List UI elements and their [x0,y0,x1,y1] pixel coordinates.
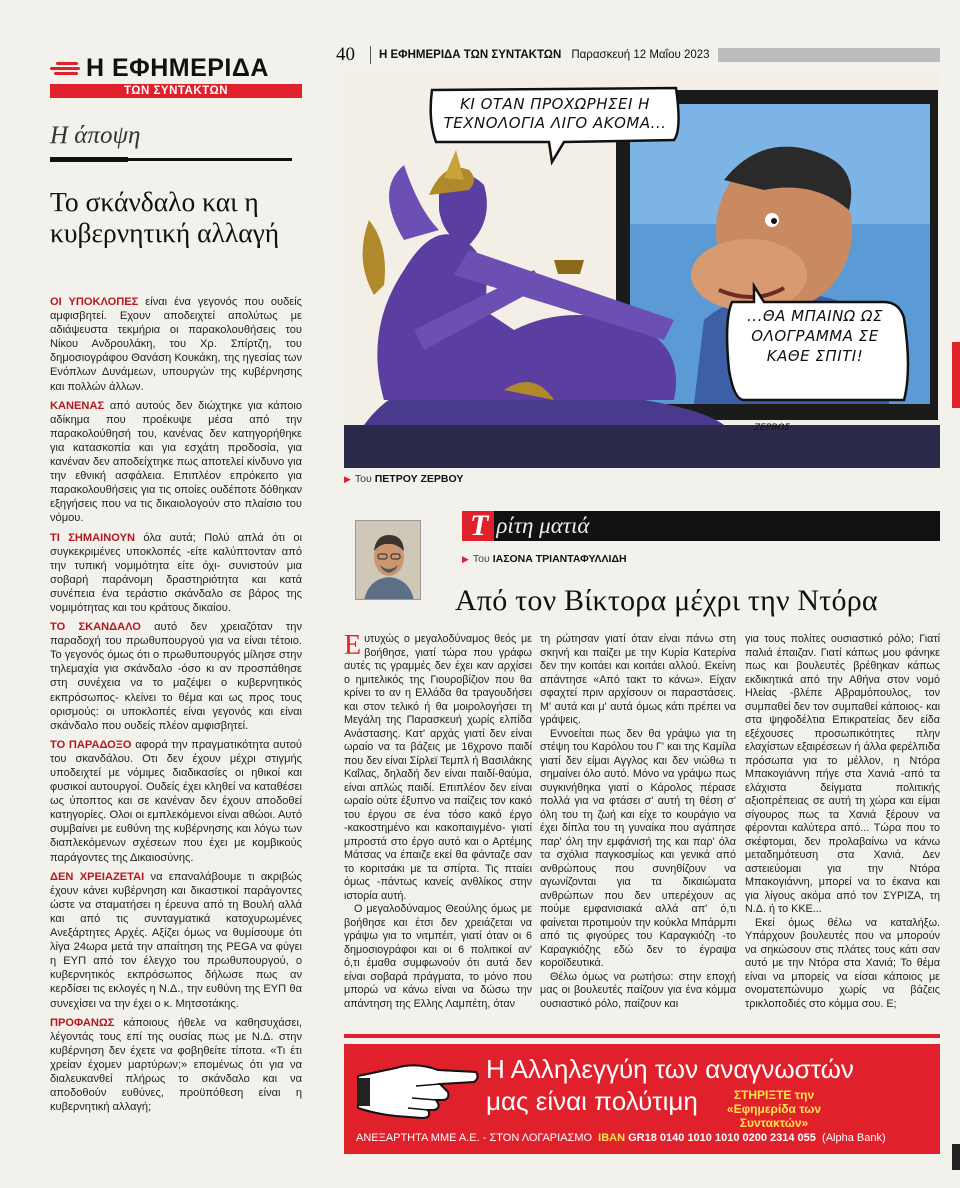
page-number: 40 [336,44,355,65]
header-separator [370,46,371,64]
section-rule [50,158,292,161]
page-edge-marker [952,342,960,408]
ad-title: Η Αλληλεγγύη των αναγνωστών [486,1054,854,1084]
editorial-paragraph: ΟΙ ΥΠΟΚΛΟΠΕΣ είναι ένα γεγονός που ουδείς αμφισβητεί. Εχουν αποδειχτεί απολύτως με αδιάψευστα τεκμήρια οι παρακολουθήσεις του Νίκου Ανδρουλάκη, του Χρ. Σπίρτζη, του δημοσιογράφου Θανάση Κουκάκη, της ηγεσίας των Ενόπλων Δυνάμεων, υπουργών της κυβέρνησης και πολλών άλλων. [50,296,303,393]
column-byline: ▶ Του ΙΑΣΟΝΑ ΤΡΙΑΝΤΑΦΥΛΛΙΔΗ [462,553,627,565]
column-paragraph: Εννοείται πως δεν θα γράψω για τη στέψη του Καρόλου του Γ' και της Καμίλα γιατί δεν είμαι Αγγλος και δεν νιώθω τι σημαίνει όλο αυτό. Μόνο να γράψω πως συγκινήθηκα γιατί ο Κάρολος πέρασε πολλά για να φτάσει σ' αυτή τη θέση σ' όλη του τη ζωή και είχε το κουράγιο να έχει δίπλα του τη γυναίκα που αγάπησε παρ' όλη την εμφάνισή της και παρ' όλα τα σχόλια παγκοσμίως και γενικά από ανθρώπους που συνηθίζουν να αγωνίζονται για τα δικαιώματα ανθρώπων που δεν υπερέχουν ας πούμε εμφανισιακά αλλά απ' ό,τι φαίνεται προτιμούν την κούκλα Μπάρμπι από τις φιγούρες του Καραγκιόζη -το Καραγκιόζης εδώ δεν το έγραψα κοροϊδευτικά. [540,727,736,969]
triangle-right-icon: ▶ [462,554,469,564]
column-paragraph: Ευτυχώς ο μεγαλοδύναμος θεός με βοήθησε, γιατί τώρα που γράφω αυτές τις γραμμές δεν έχει καν αρχίσει ο ημιτελικός της Γιουροβίζιον που θα κρίνει το αν η Ελλάδα θα τραγουδήσει και στον τελικό ή θα μοιρολογήσει τη Μεγάλη της Παρασκευή χωρίς ελπίδα Ανάστασης. Κατ' αρχάς γιατί δεν είναι ωραίο να τα βάζεις με 16χρονο παιδί που δεν είναι Σίρλεϊ Τεμπλ ή Βασιλάκης Καΐλας, δηλαδή δεν είναι παιδί-θαύμα, είναι απλώς παιδί. Επιπλέον δεν είναι ωραίο ούτε έξυπνο να παίζεις τον κακό του έργου σε ένα τόσο κακό έργο -κακοστημένο και κακοπαιγμένο- γιατί μπροστά στο έργο αυτό και ο Αρτέμης Μάτσας να έπαιζε εκεί θα φάνταζε σαν το κοριτσάκι με τα σπίρτα. Τις πταίει όμως -πάντως κανείς ανθλίκος στην ιστορία αυτή. [344,630,532,902]
column-paragraph: Εκεί όμως θέλω να καταλήξω. Υπάρχουν βουλευτές που να μπορούν να σηκώσουν στις πλάτες τους κάτι σαν αυτό με την Ντόρα στα Χανιά; Το θέμα είναι να μπορείς να είσαι κάποιος με ονοματεπώνυμο χωρίς να βάζεις τρικλοποδιές στο κόμμα σου. Ε; [745,916,940,1010]
author-portrait-icon [356,521,421,600]
editorial-paragraph: ΔΕΝ ΧΡΕΙΑΖΕΤΑΙ να επαναλάβουμε τι ακριβώς έχουν κάνει κυβέρνηση και δικαστικοί παράγοντες ώστε να σταματήσει η έρευνα από τη Βουλή αλλά και από τις συνταγματικά κατοχυρωμένες Ανεξάρτητες Αρχές. Αξίζει όμως να θυμίσουμε ότι λίγα 24ωρα μετά την απαίτηση της PEGA να φύγει η ΕΥΠ από τον έλεγχο του πρωθυπουργού, ο κυβερνητικός εκπρόσωπος δήλωσε πως αν κερδίσει τις εκλογές η Ν.Δ., την ευθύνη της ΕΥΠ θα συνεχίσει να την έχει ο κ. Μητσοτάκης. [50,870,303,1010]
ad-subtitle: μας είναι πολύτιμη [486,1086,698,1116]
column-paragraph: τη ρώτησαν γιατί όταν είναι πάνω στη σκηνή και παίζει με την Κυρία Κατερίνα δεν την κοιτάει και κοιτάει αλλού. Εκείνη απάντησε «Από τακτ το κάνω». Είχαν σφαχτεί πριν αρχίσουν οι παραστάσεις. Μ' αυτά και μ' αυτά όμως κάτι πρέπει να γράψεις. [540,633,736,726]
column-text-1 [344,630,532,1011]
flag-stripes-icon [50,62,80,76]
column-label-bar [462,511,940,541]
author-photo [355,520,421,600]
header-paper-name: Η ΕΦΗΜΕΡΙΔΑ ΤΩΝ ΣΥΝΤΑΚΤΩΝ [379,49,562,61]
column-title: Από τον Βίκτορα μέχρι την Ντόρα [455,584,878,617]
cartoon-bubble-top: ΚΙ ΟΤΑΝ ΠΡΟΧΩΡΗΣΕΙ Η ΤΕΧΝΟΛΟΓΙΑ ΛΙΓΟ ΑΚΟΜΑ... [443,95,667,132]
cartoon-bubble-bottom: ...ΘΑ ΜΠΑΙΝΩ ΩΣ ΟΛΟΓΡΑΜΜΑ ΣΕ ΚΑΘΕ ΣΠΙΤΙ! [747,307,883,365]
editorial-paragraph: ΤΟ ΣΚΑΝΔΑΛΟ αυτό δεν χρειαζόταν την παραδοχή του πρωθυπουργού για να είναι τέτοιο. Το γεγονός όμως ότι ο πρωθυπουργός μίλησε στην τηλεμαχία για σκάνδαλο -όσο κι αν προσπάθησε στη συνέχεια να το μαζέψει ο κυβερνητικός εκπρόσωπος- κλείνει το θέμα και ως προς τους ορισμούς: οι υποκλοπές είναι γεγονός και είναι σκάνδαλο που ουδείς πλέον αμφισβητεί. [50,621,302,732]
column-text-3 [745,633,940,1011]
pointing-hand-icon [356,1056,480,1122]
page-header [336,44,940,66]
ad-divider [344,1034,940,1038]
cartoon-signature: ΖΕΡΒΟΣ [754,423,791,433]
editorial-body [50,295,302,1119]
editorial-paragraph: ΤΙ ΣΗΜΑΙΝΟΥΝ όλα αυτά; Πολύ απλά ότι οι συγκεκριμένες υποκλοπές -είτε καλύπτονταν από την τυπική νομιμότητα είτε όχι- συνιστούν μια σοβαρή παράνομη δραστηριότητα και κατά συνέπεια ένα τεράστιο σκάνδαλο σε βάρος της νομιμότητας και του κράτους δικαίου. [50,531,302,614]
section-label: Η άποψη [50,122,141,149]
ad-footer: ΑΝΕΞΑΡΤΗΤΑ ΜΜΕ Α.Ε. - ΣΤΟΝ ΛΟΓΑΡΙΑΣΜΟ IBAN GR18 0140 1010 1010 0200 2314 055 (Alpha Bank) [356,1132,886,1144]
header-date: Παρασκευή 12 Μαΐου 2023 [571,49,710,61]
cartoon-credit: ▶ Του ΠΕΤΡΟΥ ΖΕΡΒΟΥ [344,473,464,485]
editorial-paragraph: ΠΡΟΦΑΝΩΣ κάποιους ήθελε να καθησυχάσει, λέγοντάς τους επί της ουσίας πως με Ν.Δ. στην κυβέρνηση δεν έχετε να φοβηθείτε τίποτα. «Τι έτι χρείαν έχομεν μαρτύρων;» επομένως ότι για να διαλευκανθεί πλήρως το σκάνδαλο και να αποδοθούν ευθύνες, προϋπόθεση είναι η κυβερνητική αλλαγή; [50,1016,302,1114]
editorial-title: Το σκάνδαλο και η κυβερνητική αλλαγή [50,186,280,248]
page-edge-marker [952,1144,960,1170]
solidarity-ad [344,1044,940,1154]
drop-cap: Ε [344,630,362,661]
column-text-2 [540,633,736,1011]
triangle-right-icon: ▶ [344,474,351,484]
column-paragraph: για τους πολίτες ουσιαστικό ρόλο; Γιατί παλιά έπαιζαν. Γιατί κάπως μου φάνηκε πως και βουλευτές βρέθηκαν κάπως εκδικητικά από την Αθήνα στον νομό Ηλείας -βλέπε Αβραμόπουλος, τον συμπαθεί δεν τον συμπαθεί κάποιος- και στα ψηφοδέλτια Επικρατείας δεν είδα εξέχουσες προσωπικότητες πλην ελαχίστων εξαιρέσεων ή άλλα φερέλπιδα πρόσωπα για το μέλλον, η Ντόρα Μπακογιάννη πήγε στα Χανιά -από τα ελάχιστα δείγματα πολιτικής αξιοπρέπειας σε αυτή τη χώρα και είμαι σίγουρος πως τα Χανιά ξέρουν να φέρονται καλύτερα από... Τώρα που το σκέφτομαι, δεν προλαβαίνω να κάνω μεταδημότευση στα Χανιά. Δεν αστειεύομαι για την Ντόρα Μπακογιάννη, μπορεί να το έκανα και για λίγους ακόμα από τον ΣΥΡΙΖΑ, τη Ν.Δ. ή το ΚΚΕ... [745,633,940,915]
header-bar [718,48,940,62]
column-paragraph: Ο μεγαλοδύναμος Θεούλης όμως με βοήθησε και έτσι δεν χρειάζεται να γράψω για το νιτμπέιτ, γιατί όταν οι 6 δημοσιογράφοι και οι 6 πολιτικοί αν' ό,τι έμαθα συμφωνούν ότι αυτά δεν είναι σοβαρά πράγματα, το μόνο που μπορώ να κάνω είναι να δώσω την απάντηση της Ελλης Λαμπέτη, όταν [344,903,532,1010]
editorial-paragraph: ΤΟ ΠΑΡΑΔΟΞΟ αφορά την πραγματικότητα αυτού του σκανδάλου. Οτι δεν έχουν μέχρι στιγμής υποδειχτεί με νόμιμες διαδικασίες οι ηθικοί και φυσικοί αυτουργοί. Ουδείς έχει κληθεί να καταθέσει ως ύποπτος και σε κανέναν δεν έχουν αποδοθεί κατηγορίες. Ολοι οι εμπλεκόμενοι είναι αθώοι. Αυτό συμβαίνει με ευθύνη της κυβέρνησης και λόγω των διαπλεκόμενων σχέσεων που έχει με κομβικούς παράγοντες της Δικαιοσύνης. [50,738,302,864]
ad-side-text: ΣΤΗΡΙΞΤΕ την «Εφημερίδα των Συντακτών» [726,1088,822,1130]
masthead-sub: ΤΩΝ ΣΥΝΤΑΚΤΩΝ [50,84,302,98]
masthead-logo [50,54,302,98]
column-paragraph: Θέλω όμως να ρωτήσω: στην εποχή μας οι βουλευτές παίζουν για ένα κόμμα ουσιαστικό ρόλο, παίζουν και [540,970,736,1010]
column-label: ρίτη ματιά [496,513,590,538]
editorial-paragraph: ΚΑΝΕΝΑΣ από αυτούς δεν διώχτηκε για κάποιο αδίκημα που προέκυψε μέσα από την παρακολούθησή του, κανένας δεν κατηγορήθηκε για κατασκοπία και για εσχάτη προδοσία, για κανέναν δεν αποδείχτηκε πως αποτελεί κίνδυνο για την εθνική ασφάλεια. Επιπλέον επρόκειτο για παρακολουθήσεις για τις οποίες ουδέποτε δόθηκαν εξηγήσεις που να τις δικαιολογούν στο πλαίσιο του νόμου. [50,399,302,525]
column-label-initial: Τ [462,511,494,541]
masthead-name: Η ΕΦΗΜΕΡΙΔΑ [86,54,269,82]
